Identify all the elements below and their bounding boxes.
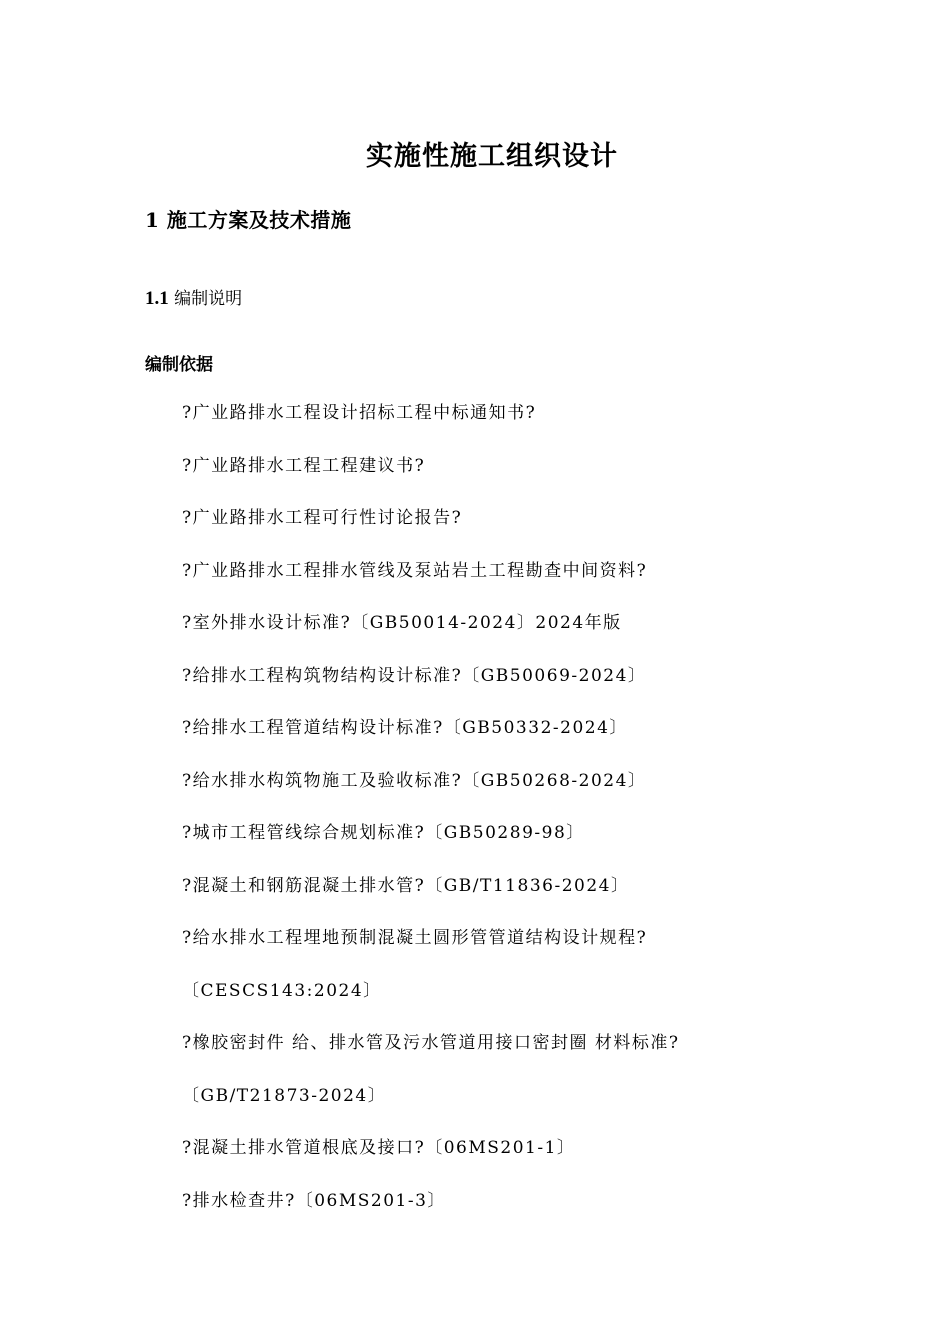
subsection-number: 1.1: [145, 288, 169, 309]
reference-item-continuation: 〔CESCS143:2024〕: [182, 980, 382, 1001]
section-heading-1-1: [145, 284, 242, 310]
reference-item-continuation: 〔GB/T21873-2024〕: [182, 1085, 387, 1106]
reference-item: ?混凝土排水管道根底及接口?〔06MS201-1〕: [182, 1138, 576, 1158]
subsection-title: 编制说明: [174, 289, 243, 309]
reference-item: ?给水排水构筑物施工及验收标准?〔GB50268-2024〕: [182, 770, 647, 791]
reference-item: ?室外排水设计标准?〔GB50014-2024〕2024年版: [182, 613, 622, 633]
reference-item: ?广业路排水工程设计招标工程中标通知书?: [182, 403, 537, 423]
section-heading-1: [145, 204, 351, 233]
reference-item: ?给排水工程管道结构设计标准?〔GB50332-2024〕: [182, 718, 628, 738]
subheading-basis: 编制依据: [145, 355, 213, 375]
reference-item: ?广业路排水工程排水管线及泵站岩土工程勘查中间资料?: [182, 560, 648, 581]
reference-item: ?广业路排水工程工程建议书?: [182, 455, 426, 476]
section-number: 1: [145, 208, 160, 232]
section-title: 施工方案及技术措施: [166, 208, 352, 232]
reference-item: ?城市工程管线综合规划标准?〔GB50289-98〕: [182, 823, 585, 843]
reference-item: ?排水检查井?〔06MS201-3〕: [182, 1190, 446, 1211]
reference-item: ?橡胶密封件 给、排水管及污水管道用接口密封圈 材料标准?: [182, 1033, 680, 1053]
reference-list: [182, 400, 882, 1240]
reference-item: ?广业路排水工程可行性讨论报告?: [182, 508, 463, 528]
reference-item: ?给排水工程构筑物结构设计标准?〔GB50069-2024〕: [182, 665, 647, 686]
reference-item: ?混凝土和钢筋混凝土排水管?〔GB/T11836-2024〕: [182, 875, 630, 896]
reference-item: ?给水排水工程埋地预制混凝土圆形管管道结构设计规程?: [182, 928, 648, 948]
document-title: 实施性施工组织设计: [366, 141, 618, 172]
